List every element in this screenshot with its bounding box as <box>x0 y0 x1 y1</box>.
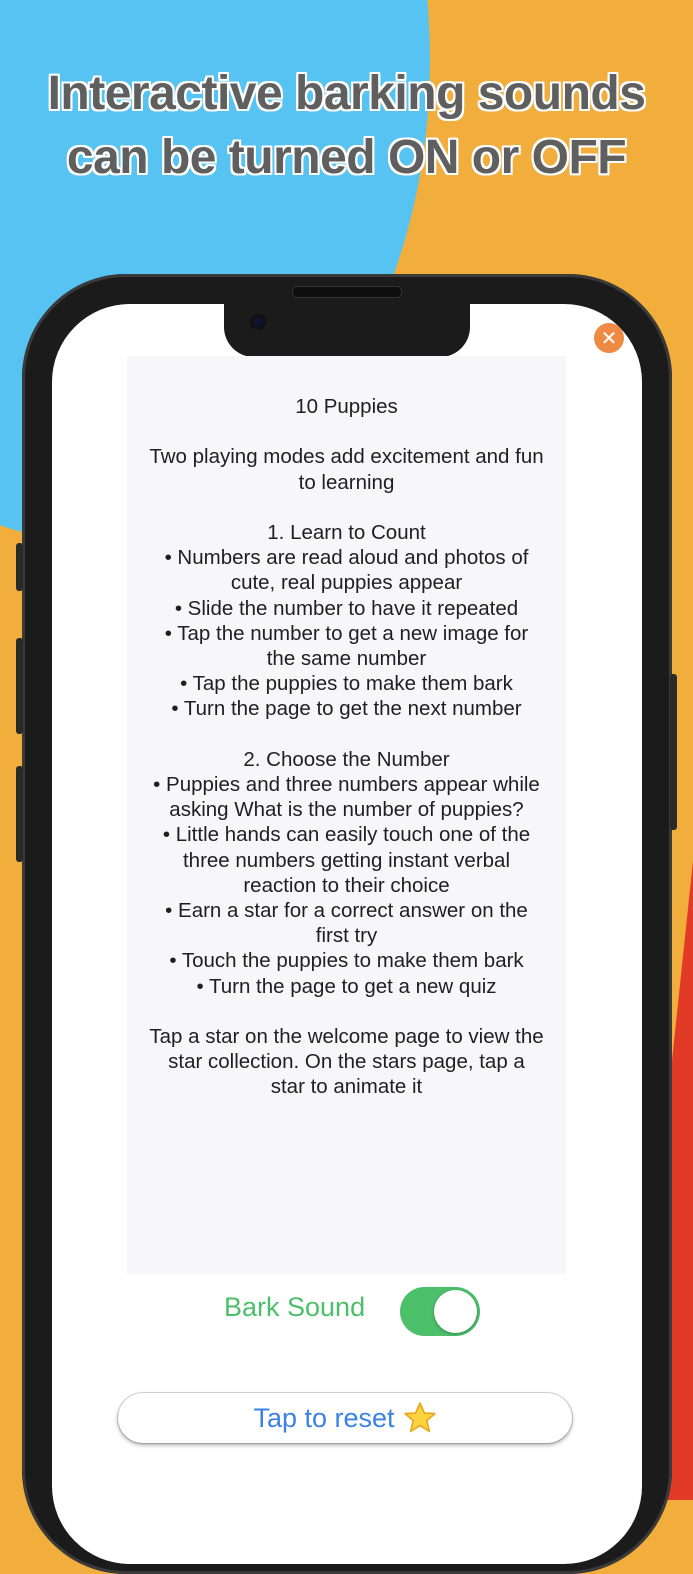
info-text: 10 Puppies Two playing modes add excitement and fun to learning 1. Learn to Count • Numbers are read aloud and photos of cute, real puppies appear • Slide the number to have it repeated • Tap the number to get a new image for the same number • Tap the puppies to make them bark • Turn the page to get the next number 2. Choose the Number • Puppies and three numbers appear while asking What is the number of puppies? • Little hands can easily touch one of the three numbers getting instant verbal reaction to their choice • Earn a star for a correct answer on the first try • Touch the puppies to make them bark • Turn the page to get a new quiz Tap a star on the welcome page to view the star collection. On the stars page, tap a star to animate it <box>149 395 544 1099</box>
phone-speaker <box>292 286 402 298</box>
toggle-knob <box>434 1290 477 1333</box>
promo-headline <box>0 62 693 190</box>
reset-button[interactable] <box>118 1393 572 1443</box>
phone-volume-down-button <box>16 766 23 862</box>
phone-volume-up-button <box>16 638 23 734</box>
bark-sound-label: Bark Sound <box>224 1292 366 1322</box>
phone-silent-switch <box>16 543 23 591</box>
camera-icon <box>250 314 266 330</box>
close-icon: ✕ <box>600 326 618 350</box>
headline-line-2: can be turned ON or OFF <box>66 131 627 184</box>
bark-sound-toggle[interactable] <box>400 1287 480 1336</box>
star-icon <box>403 1401 437 1435</box>
close-button[interactable] <box>594 323 624 353</box>
reset-button-label: Tap to reset <box>253 1402 395 1433</box>
phone-notch <box>224 303 470 357</box>
headline-line-1: Interactive barking sounds <box>47 67 646 120</box>
phone-power-button <box>670 674 677 830</box>
